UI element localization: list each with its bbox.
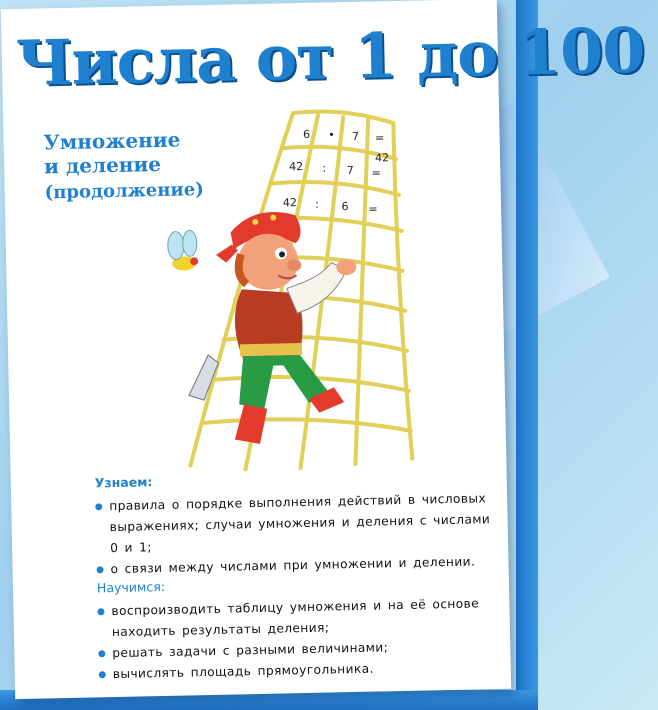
fly-character — [168, 230, 199, 271]
list-item — [95, 488, 496, 559]
ladder-cell: = — [371, 166, 382, 180]
ladder-cell: • — [328, 128, 335, 142]
subtitle-line-2: и деление — [43, 151, 162, 179]
pirate-climbing-ladder-illustration — [143, 100, 451, 476]
ladder-cell: : — [314, 197, 319, 211]
list-item-text: воспроизводить таблицу умножения и на её основе находить результаты деления; — [111, 596, 480, 640]
practice-heading: Научимся: — [96, 578, 166, 596]
subtitle-line-1: Умножение — [43, 127, 181, 155]
bullet-icon — [98, 650, 105, 657]
ladder-cell: 42 — [289, 159, 304, 174]
list-item-text: вычислять площадь прямоугольника. — [112, 661, 374, 682]
ladder-cell: : — [322, 161, 327, 175]
practice-list — [97, 593, 499, 685]
subtitle-line-3: (продолжение) — [44, 179, 204, 204]
list-item-text: о связи между числами при умножении и делении. — [110, 554, 476, 577]
learn-heading: Узнаем: — [94, 474, 153, 491]
ladder-cell: = — [374, 131, 385, 145]
list-item-text: правила о порядке выполнения действий в числовых выражениях; случаи умножения и деления с числами 0 и 1; — [109, 491, 491, 556]
ladder-cell: 42 — [374, 151, 390, 165]
ladder-cell: 7 — [346, 163, 354, 178]
learning-goals-block — [95, 467, 499, 685]
page-title: Числа от 1 до 100 — [15, 13, 646, 100]
learn-list — [95, 488, 497, 580]
background-right-stripe — [516, 0, 538, 710]
bullet-icon — [95, 503, 102, 510]
pirate-character — [185, 210, 360, 445]
ladder-cell: 6 — [341, 200, 349, 214]
ladder-cell: 42 — [282, 196, 298, 210]
ladder-cell: 7 — [351, 129, 360, 143]
bullet-icon — [97, 566, 104, 573]
bullet-icon — [99, 671, 106, 678]
textbook-page — [1, 0, 646, 699]
list-item-text: решать задачи с разными величинами; — [112, 640, 389, 661]
ladder-cell: 6 — [302, 127, 311, 141]
bullet-icon — [97, 608, 104, 615]
ladder-cell: = — [368, 202, 378, 216]
